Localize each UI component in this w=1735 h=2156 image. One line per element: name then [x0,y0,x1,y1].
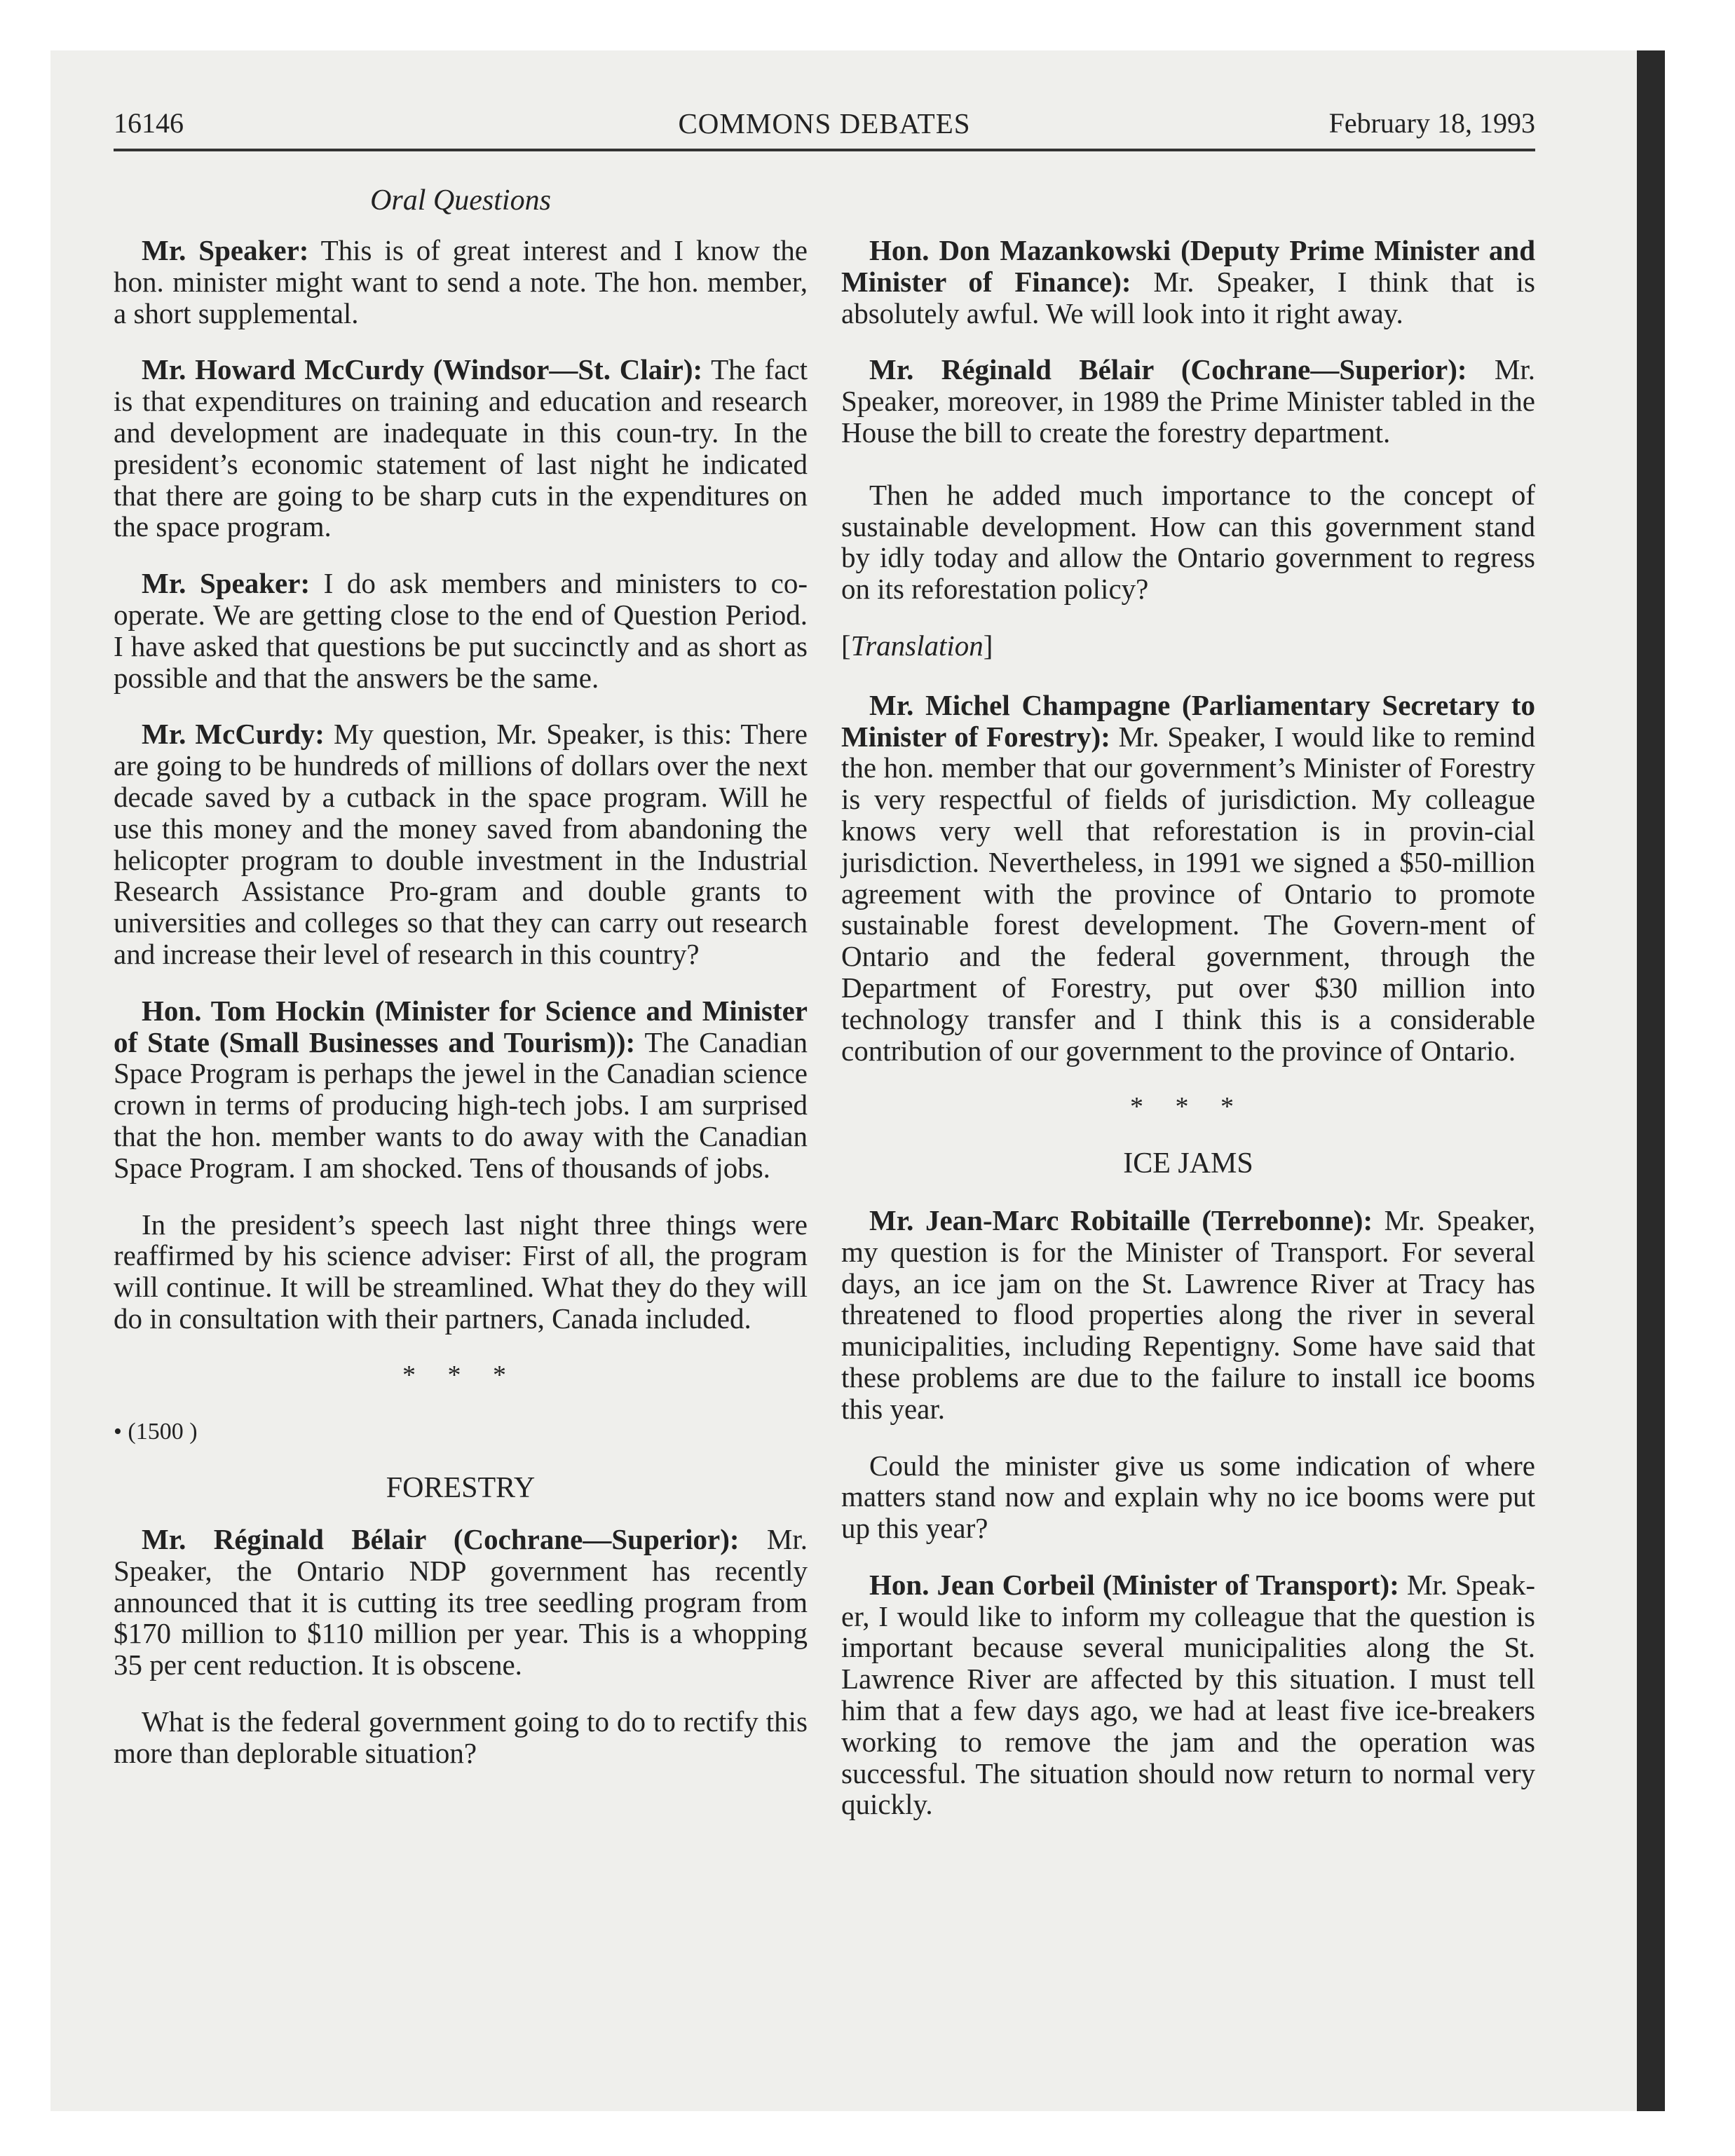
paragraph-text: Mr. Speaker, my question is for the Minister of Transport. For several days, an ice jam on the St. Lawrence River at Tracy has threatened to flood properties along the river in several municipalities, including Repentigny. Some have said that these problems are due to the failure to install ice booms this year. [841,1203,1535,1425]
speaker-name: Mr. Jean-Marc Robitaille (Terrebonne): [869,1203,1373,1236]
paragraph-text: Mr. Speak-er, I would like to inform my colleague that the question is important because several municipalities along the St. Lawrence River are affected by this situation. I must tell him that a few days ago, we had at least five ice-breakers working to remove the jam and the operation was successful. The situation should now return to normal very quickly. [841,1568,1535,1821]
speaker-name: Mr. McCurdy: [142,718,325,751]
paragraph-text: Mr. Speaker, the Ontario NDP government has recently announced that it is cutting its tree seedling program from $170 million to $110 million per year. This is a whopping 35 per cent reduction. It is obscene. [114,1523,808,1681]
bracket-open: [ [841,629,851,662]
paragraph [841,1205,1535,1425]
speaker-name: Hon. Don Mazankowski (Deputy Prime Minister and Minister of Finance): [841,234,1535,298]
speaker-name: Mr. Speaker: [142,567,311,600]
paragraph [114,235,808,329]
paragraph-text: My question, Mr. Speaker, is this: There are going to be hundreds of millions of dollars over the next decade saved by a cutback in the space program. Will he use this money and the money saved from abandoning the helicopter program to double investment in the Industrial Research Assistance Pro-gram and double grants to universities and colleges so that they can carry out research and increase their level of research in this country? [114,718,808,970]
spacer [114,1391,808,1417]
speaker-name: Mr. Réginald Bélair (Cochrane—Superior): [869,353,1467,386]
section-separator: * * * [402,1360,519,1390]
spacer [114,1447,808,1473]
paragraph [114,568,808,693]
paragraph-text: In the president’s speech last night three things were reaffirmed by his science adviser: First of all, the program will continue. It will be streamlined. What they do they will do in consultation with their partners, Canada included. [114,1208,808,1335]
spacer [841,1123,1535,1148]
paragraph [841,1450,1535,1544]
section-heading-ice-jams: ICE JAMS [1123,1147,1253,1180]
speaker-name: Mr. Réginald Bélair (Cochrane—Superior): [142,1523,740,1556]
speaker-name: Mr. Michel Champagne (Parliamentary Secretary to Minister of Forestry): [841,688,1535,753]
paragraph [841,479,1535,605]
paragraph-text: I do ask members and ministers to co-operate. We are getting close to the end of Question Period. I have asked that questions be put succinctly and as short as possible and that the answers be the same. [114,567,808,694]
paragraph-text: Mr. Speaker, I would like to remind the hon. member that our government’s Minister of Forestry is very respectful of fields of jurisdiction. My colleague knows very well that reforestation is in provin-cial jurisdiction. Nevertheless, in 1991 we signed a $50-million agreement with the province of Ontario to promote sustainable forest development. The Govern-ment of Ontario and the federal government, through the Department of Forestry, put over $30 million into technology transfer and I think this is a considerable contribution of our government to the province of Ontario. [841,720,1535,1067]
paragraph-text: Mr. Speaker, I think that is absolutely awful. We will look into it right away. [841,265,1535,329]
paragraph [841,235,1535,329]
paragraph-text: Could the minister give us some indication of where matters stand now and explain why no ice booms were put up this year? [841,1449,1535,1545]
paragraph [114,995,808,1184]
bracket-close: ] [983,629,993,662]
page-number: 16146 [114,107,184,139]
speaker-name: Mr. Speaker: [142,234,309,266]
paragraph-text: The fact is that expenditures on training and education and research and development are inadequate in this coun-try. In the president’s economic statement of last night he indicated that there are going to be sharp cuts in the expenditures on the space program. [114,353,808,543]
paragraph [841,1569,1535,1820]
paragraph [841,354,1535,448]
running-title: COMMONS DEBATES [678,107,971,139]
paragraph [114,1209,808,1335]
section-heading-forestry: FORESTRY [386,1472,536,1505]
speaker-name: Mr. Howard McCurdy (Windsor—St. Clair): [142,353,703,386]
spacer [841,1066,1535,1091]
translation-label: Translation [850,629,984,662]
speaker-name: Hon. Tom Hockin (Minister for Science and Minister of State (Small Businesses and Tourism)): [114,994,808,1058]
page-date: February 18, 1993 [1328,107,1535,139]
paragraph [114,718,808,969]
translation-note [841,630,1535,662]
right-column [841,235,1535,1820]
paragraph [841,690,1535,1067]
paragraph [114,1524,808,1681]
paragraph-text: Then he added much importance to the concept of sustainable development. How can this government stand by idly today and allow the Ontario government to regress on its reforestation policy? [841,478,1535,606]
left-column [114,235,808,1769]
scan-edge [1637,50,1665,2111]
paragraph-text: Mr. Speaker, moreover, in 1989 the Prime Minister tabled in the House the bill to create the forestry department. [841,353,1535,449]
paragraph-text: This is of great interest and I know the hon. minister might want to send a note. The hon. member, a short supplemental. [114,234,808,329]
paragraph [114,1706,808,1769]
page-header [114,107,1535,151]
time-marker: • (1500 ) [114,1418,198,1445]
section-separator: * * * [1130,1092,1246,1122]
section-kicker: Oral Questions [370,184,551,217]
paragraph-text: The Canadian Space Program is perhaps the jewel in the Canadian science crown in terms of producing high-tech jobs. I am surprised that the hon. member wants to do away with the Canadian Space Program. I am shocked. Tens of thousands of jobs. [114,1025,808,1184]
paragraph-text: What is the federal government going to do to rectify this more than deplorable situation? [114,1705,808,1769]
header-rule [114,149,1535,151]
spacer [114,1335,808,1360]
speaker-name: Hon. Jean Corbeil (Minister of Transport): [869,1568,1399,1601]
paragraph [114,354,808,543]
